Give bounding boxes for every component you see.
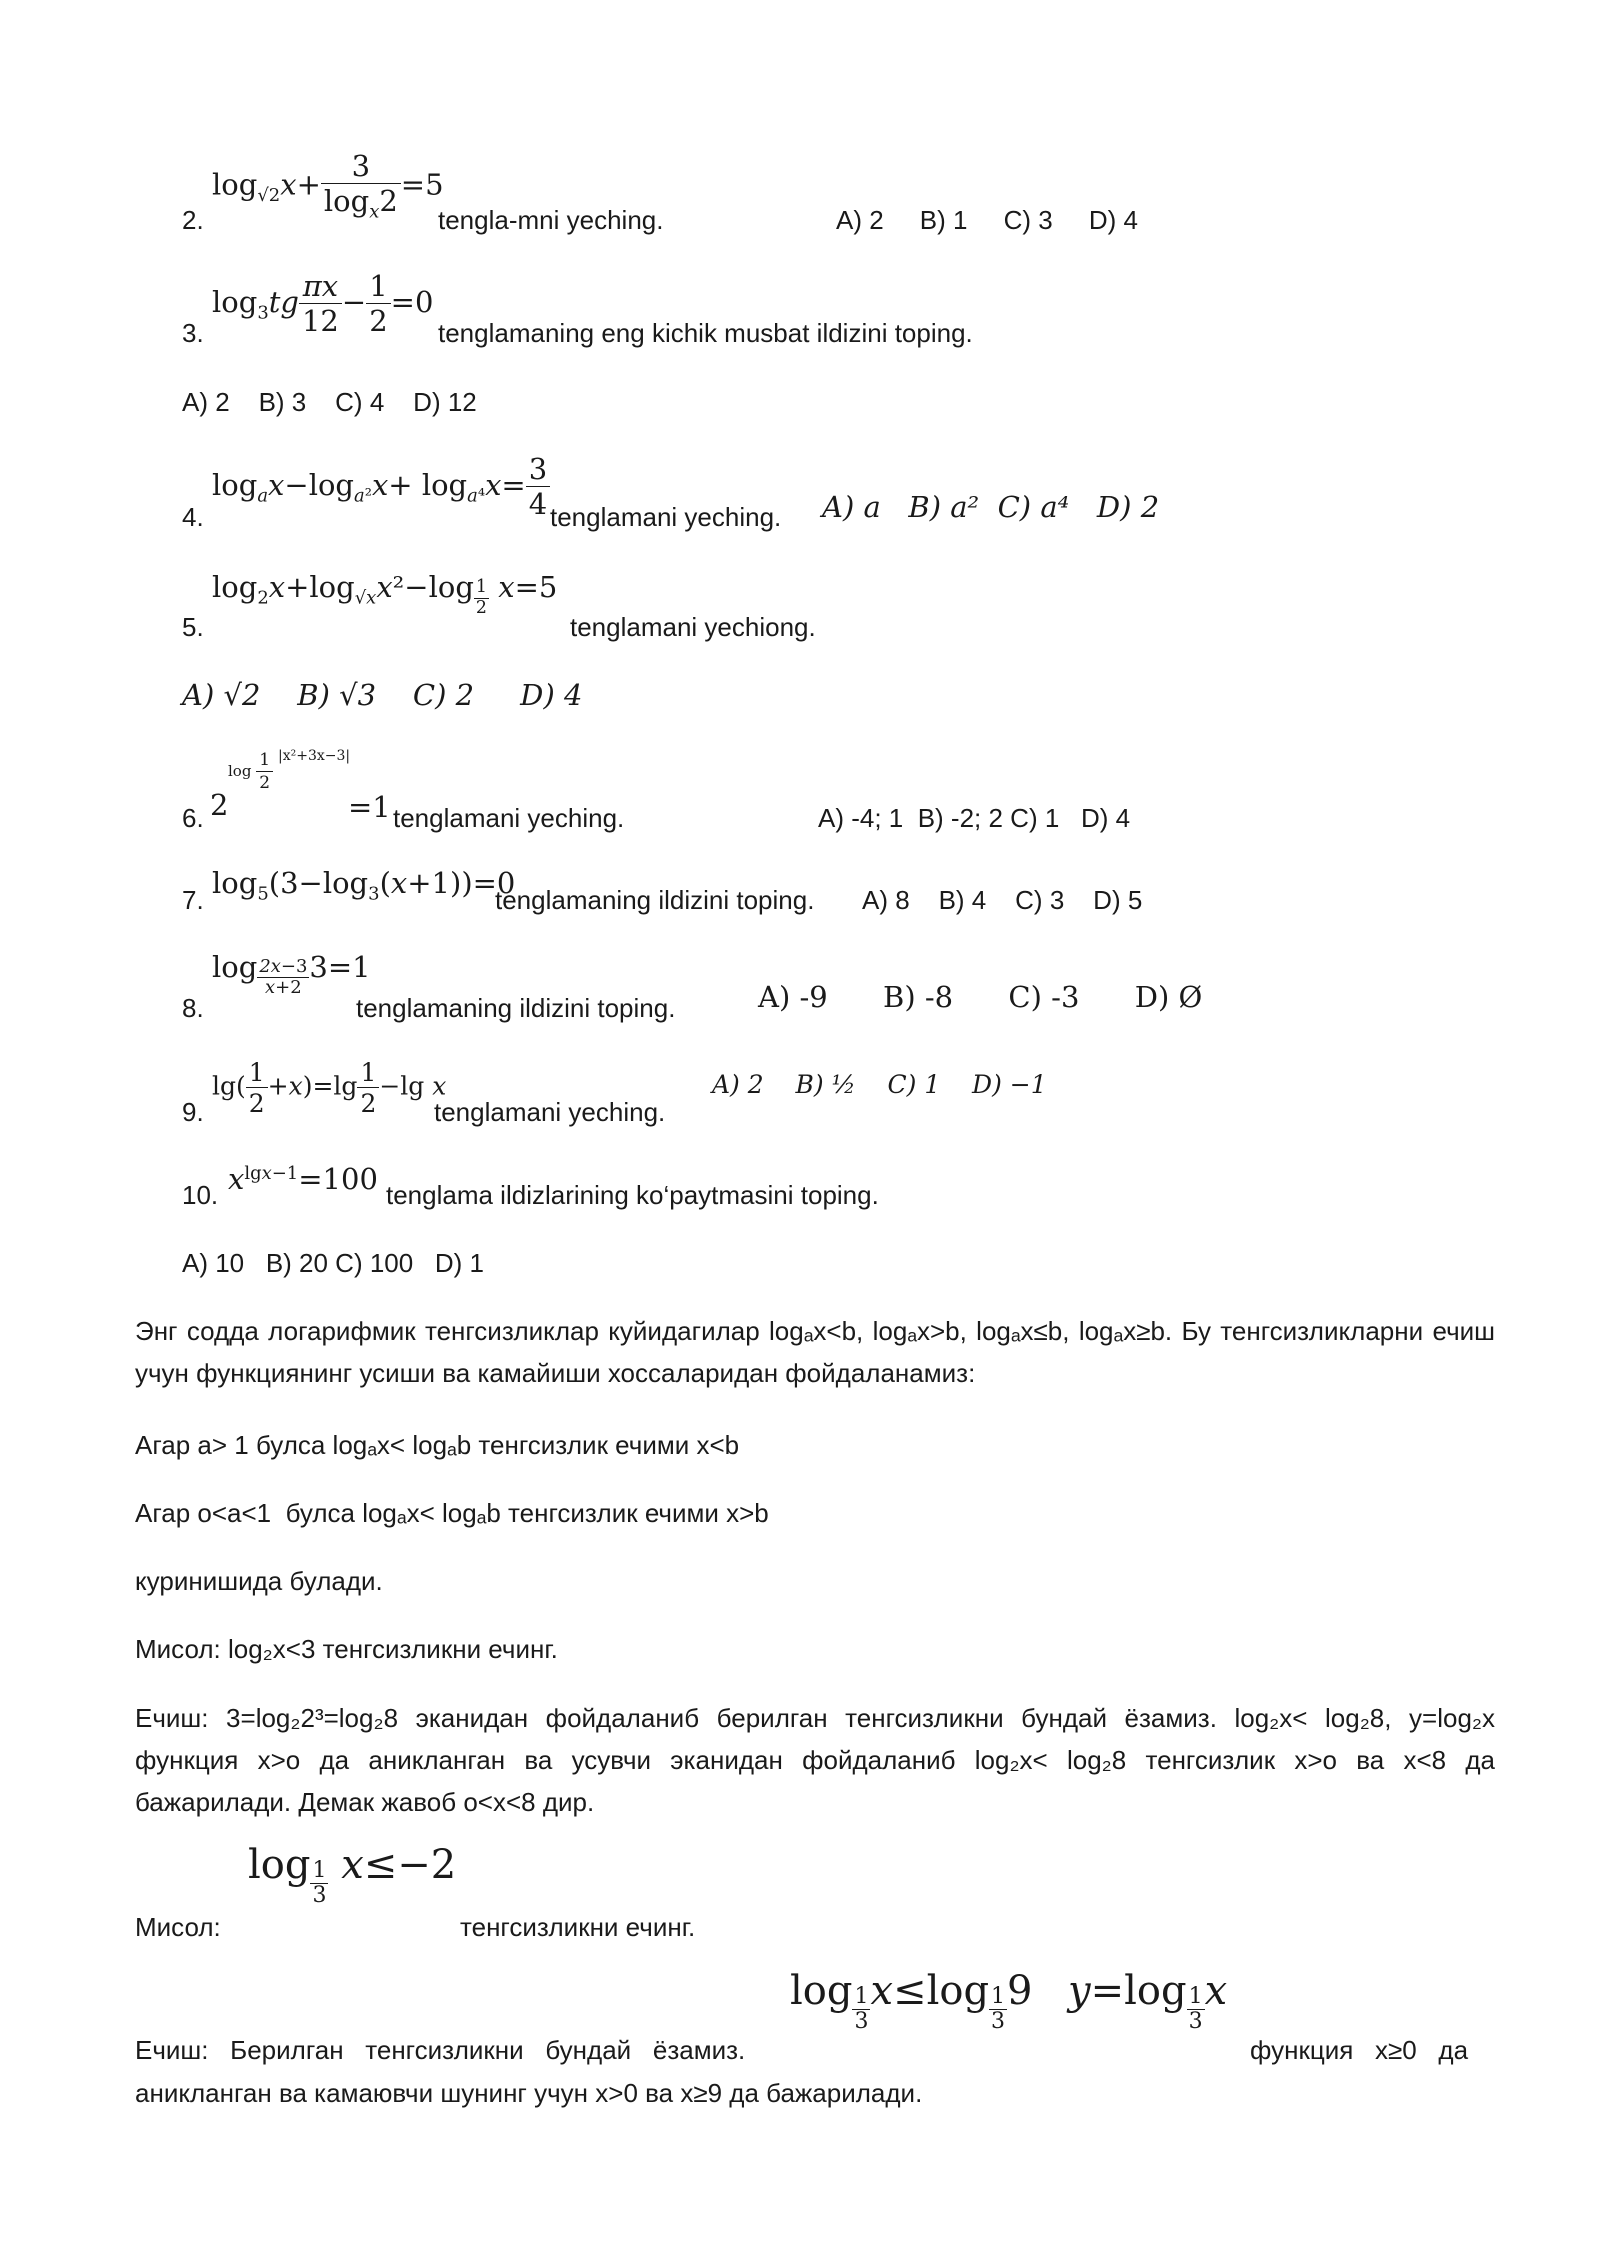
q5-equation: $\log_2x+\log_{√x}x^2-\log$ $\frac{1}{2}$ x=5 — [212, 570, 558, 618]
theory-paragraph-2: Агар a> 1 булса logₐx< logₐb тенгсизлик ечими x<b — [135, 1430, 740, 1460]
example-2-inequality: log $\frac{1}{3}$ x≤−2 — [248, 1842, 457, 1909]
q7-text: tenglamaning ildizini toping. — [495, 885, 815, 915]
q2-text: tengla-mni yeching. — [438, 205, 664, 235]
q2-equation: $\log_{√2}x+$ $\frac{3}{\log_x2}$ =5 — [212, 149, 444, 223]
q6-text: tenglamani yeching. — [393, 803, 625, 833]
example-2-label: Мисол: — [135, 1912, 221, 1942]
q3-text: tenglamaning eng kichik musbat ildizini toping. — [438, 318, 973, 348]
q3-answers: A) 2 B) 3 C) 4 D) 12 — [182, 387, 477, 417]
q9-answers: A) 2 B) ½ C) 1 D) −1 — [712, 1070, 1047, 1099]
q6-rhs: =1 — [348, 790, 391, 824]
q9-number: 9. — [182, 1097, 204, 1127]
q2-answers: A) 2 B) 1 C) 3 D) 4 — [836, 205, 1138, 235]
q5-answers: A) √2 B) √3 C) 2 D) 4 — [182, 678, 583, 712]
solution-1: Ечиш: 3=log₂2³=log₂8 эканидан фойдаланиб берилган тенгсизликни бундай ёзамиз. log₂x< log₂8, y=log₂x функция x>o да аникланган ва усувчи эканидан фойдаланиб log₂x< log₂8 тенгсизлик x>o ва x<8 да бажарилади. Демак жавоб o<x<8 дир. — [135, 1703, 1503, 1817]
q6-exponent: log $\frac{1}{2}$ — [228, 752, 273, 792]
q9-text: tenglamani yeching. — [434, 1097, 666, 1127]
q7-equation: $\log_5(3-\log_3(x+1))=0$ — [212, 866, 516, 905]
q4-answers: A) a B) a² C) a⁴ D) 2 — [822, 490, 1160, 524]
example-1: Мисол: log₂x<3 тенгсизликни ечинг. — [135, 1634, 558, 1664]
q7-answers: A) 8 B) 4 C) 3 D) 5 — [862, 885, 1143, 915]
q7-number: 7. — [182, 885, 204, 915]
q5-text: tenglamani yechiong. — [570, 612, 816, 642]
q6-answers: A) -4; 1 B) -2; 2 C) 1 D) 4 — [818, 803, 1131, 833]
q10-equation: $x^{lgx-1}=100$ — [228, 1162, 378, 1196]
theory-paragraph-4: куринишида булади. — [135, 1566, 383, 1596]
solution-2-function: y=log $\frac{1}{3}$ x — [1068, 1968, 1228, 2035]
solution-2-last-line: аникланган ва камаювчи шунинг учун x>0 ва x≥9 да бажарилади. — [135, 2078, 923, 2108]
q10-text: tenglama ildizlarining ko‘paytmasini toping. — [386, 1180, 879, 1210]
q3-number: 3. — [182, 318, 204, 348]
theory-paragraph-3: Агар o<a<1 булса logₐx< logₐb тенгсизлик ечими x>b — [135, 1498, 769, 1528]
q10-number: 10. — [182, 1180, 219, 1210]
solution-2-label: Ечиш: Берилган тенгсизликни бундай ёзамиз. — [135, 2035, 746, 2065]
q6-base: 2 — [210, 788, 229, 822]
q2-number: 2. — [182, 205, 204, 235]
q4-number: 4. — [182, 502, 204, 532]
q4-equation: $\log_ax-\log_{a^2}x+ \log_{a^4}x=$ $\frac{3}{4}$ — [212, 455, 550, 519]
q8-equation: log $\frac{2x-3}{x+2}$ 3=1 — [212, 950, 371, 999]
q6-number: 6. — [182, 803, 204, 833]
theory-paragraph-1: Энг содда логарифмик тенгсизликлар куйидагилар logₐx<b, logₐx>b, logₐx≤b, logₐx≥b. Бу тенгсизликларни ечиш учун функциянинг усиши ва камайиши хоссаларидан фойдаланамиз: — [135, 1316, 1495, 1388]
q10-answers: A) 10 B) 20 C) 100 D) 1 — [182, 1248, 485, 1278]
q8-text: tenglamaning ildizini toping. — [356, 993, 676, 1023]
q3-equation: $\log_3tg$ $\frac{\pi x}{12}$ − $\frac{1}{2}$ =0 — [212, 269, 434, 338]
q8-answers: A) -9 B) -8 C) -3 D) Ø — [758, 980, 1203, 1014]
example-2-text: тенгсизликни ечинг. — [460, 1912, 696, 1942]
q4-text: tenglamani yeching. — [550, 502, 782, 532]
q6-exponent-arg: |x²+3x−3| — [278, 748, 351, 764]
q5-number: 5. — [182, 612, 204, 642]
q9-equation: lg( $\frac{1}{2}$ +x)=lg $\frac{1}{2}$ −lg x — [212, 1058, 447, 1118]
solution-2-inequality: log $\frac{1}{3}$ x≤log $\frac{1}{3}$ 9 — [790, 1968, 1033, 2035]
q8-number: 8. — [182, 993, 204, 1023]
solution-2-function-text: функция x≥0 да — [1250, 2035, 1469, 2065]
